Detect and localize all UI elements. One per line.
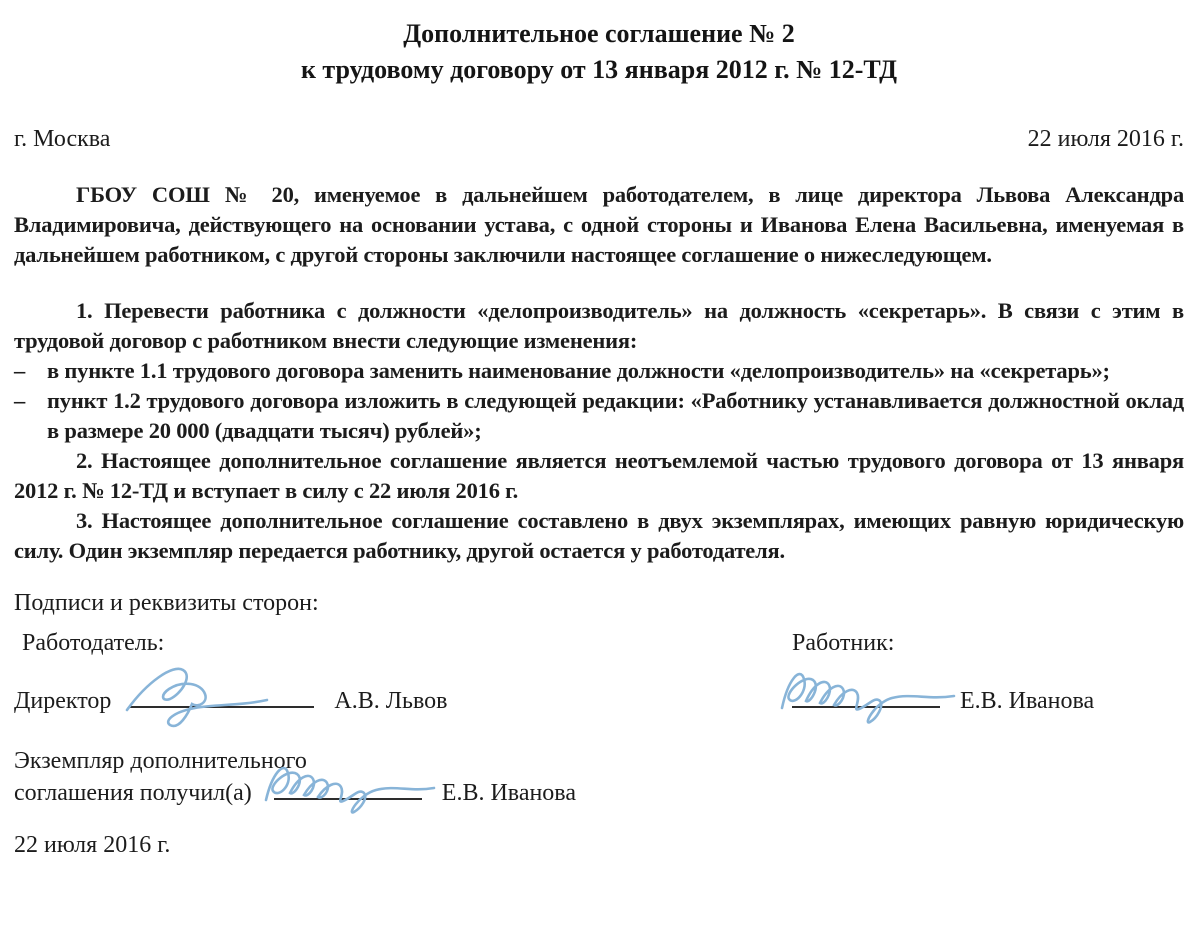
director-signature-image <box>117 654 277 732</box>
receipt-line-1: Экземпляр дополнительного <box>14 748 307 774</box>
receipt-name: Е.В. Иванова <box>441 780 576 806</box>
director-label: Директор <box>14 688 112 714</box>
clause-1-sub-b-text: пункт 1.2 трудового договора изложить в следующей редакции: «Работнику устанавливается должностной оклад в размере 20 000 (двадцати тысяч) рублей»; <box>47 388 1184 443</box>
dash-marker: – <box>14 358 26 383</box>
receipt-line-2 <box>14 778 1184 808</box>
employee-signature-block <box>792 686 1184 716</box>
receipt-block <box>14 746 1184 808</box>
employee-signature-area <box>792 686 940 716</box>
intro-paragraph: ГБОУ СОШ № 20, именуемое в дальнейшем работодателем, в лице директора Львова Александра Владимировича, действующего на основании устава, с одной стороны и Иванова Елена Васильевна, именуемая в дальнейшем работником, с другой стороны заключили настоящее соглашение о нижеследующем. <box>14 182 1184 267</box>
signatures-row <box>14 686 1184 716</box>
receipt-label: соглашения получил(а) <box>14 780 252 806</box>
employee-signature-line <box>792 702 940 708</box>
clause-2: 2. Настоящее дополнительное соглашение является неотъемлемой частью трудового договора от 13 января 2012 г. № 12-ТД и вступает в силу с 22 июля 2016 г. <box>14 448 1184 503</box>
signatures-heading: Подписи и реквизиты сторон: <box>14 590 319 616</box>
receipt-signature-area <box>274 778 422 808</box>
title-line-2: к трудовому договору от 13 января 2012 г. № 12-ТД <box>300 55 898 84</box>
clause-1-sub-b <box>14 386 1184 446</box>
document-title <box>14 16 1184 88</box>
employer-signature-block <box>14 686 792 716</box>
title-line-1: Дополнительное соглашение № 2 <box>403 19 795 48</box>
clauses-list <box>14 296 1184 566</box>
clause-1-sub-a <box>14 356 1184 386</box>
dash-marker: – <box>14 388 26 413</box>
clause-1: 1. Перевести работника с должности «делопроизводитель» на должность «секретарь». В связи с этим в трудовой договор с работником внести следующие изменения: <box>14 298 1184 353</box>
document-city: г. Москва <box>14 126 111 152</box>
employee-label: Работник: <box>792 630 895 656</box>
employee-name: Е.В. Иванова <box>960 688 1095 714</box>
place-date-row <box>14 124 1184 154</box>
bottom-date: 22 июля 2016 г. <box>14 832 171 858</box>
clause-3: 3. Настоящее дополнительное соглашение составлено в двух экземплярах, имеющих равную юридическую силу. Один экземпляр передается работнику, другой остается у работодателя. <box>14 508 1184 563</box>
employer-signature-line <box>129 702 314 708</box>
employee-signature-image <box>774 652 964 734</box>
employer-signature-area <box>129 686 314 716</box>
document-date: 22 июля 2016 г. <box>1027 126 1184 152</box>
receipt-signature-line <box>274 794 422 800</box>
clause-1-sub-a-text: в пункте 1.1 трудового договора заменить наименование должности «делопроизводитель» на «секретарь»; <box>47 358 1110 383</box>
parties-labels-row <box>14 628 1184 658</box>
employer-label: Работодатель: <box>22 630 165 656</box>
director-name: А.В. Львов <box>334 688 448 714</box>
